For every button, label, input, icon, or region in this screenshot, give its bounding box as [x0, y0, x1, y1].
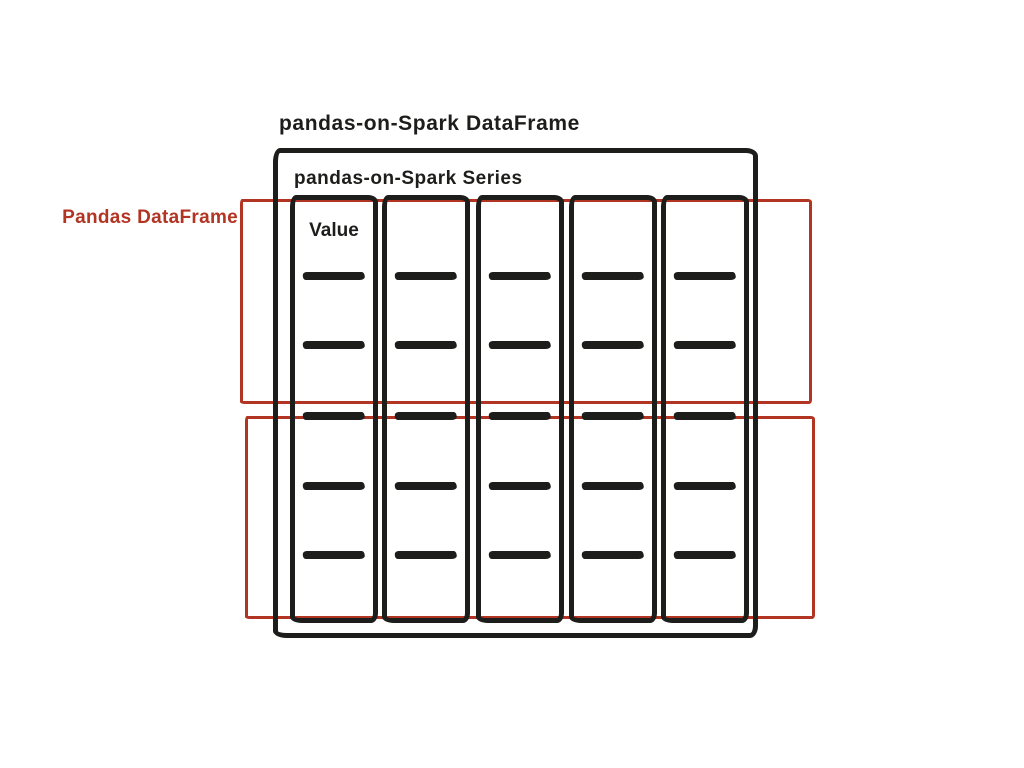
row-dash [582, 551, 644, 559]
series-column-5 [661, 195, 749, 623]
row-dash [395, 551, 457, 559]
series-column-1 [290, 195, 378, 623]
pandas-on-spark-series-label: pandas-on-Spark Series [294, 168, 523, 189]
row-dash [489, 551, 551, 559]
row-dash [489, 412, 551, 420]
row-dash [674, 272, 736, 280]
series-column-4 [569, 195, 657, 623]
row-dash [674, 412, 736, 420]
row-dash [489, 482, 551, 490]
row-dash [395, 412, 457, 420]
row-dash [674, 341, 736, 349]
series-column-2 [382, 195, 470, 623]
row-dash [303, 341, 365, 349]
row-dash [582, 412, 644, 420]
row-dash [582, 341, 644, 349]
row-dash [674, 482, 736, 490]
value-label: Value [309, 220, 359, 241]
row-dash [395, 272, 457, 280]
row-dash [303, 551, 365, 559]
row-dash [489, 272, 551, 280]
pandas-dataframe-label: Pandas DataFrame [62, 207, 238, 228]
pandas-on-spark-dataframe-title: pandas-on-Spark DataFrame [279, 112, 580, 135]
row-dash [303, 482, 365, 490]
row-dash [674, 551, 736, 559]
row-dash [303, 412, 365, 420]
row-dash [489, 341, 551, 349]
row-dash [303, 272, 365, 280]
row-dash [395, 341, 457, 349]
row-dash [582, 272, 644, 280]
series-column-3 [476, 195, 564, 623]
row-dash [395, 482, 457, 490]
row-dash [582, 482, 644, 490]
